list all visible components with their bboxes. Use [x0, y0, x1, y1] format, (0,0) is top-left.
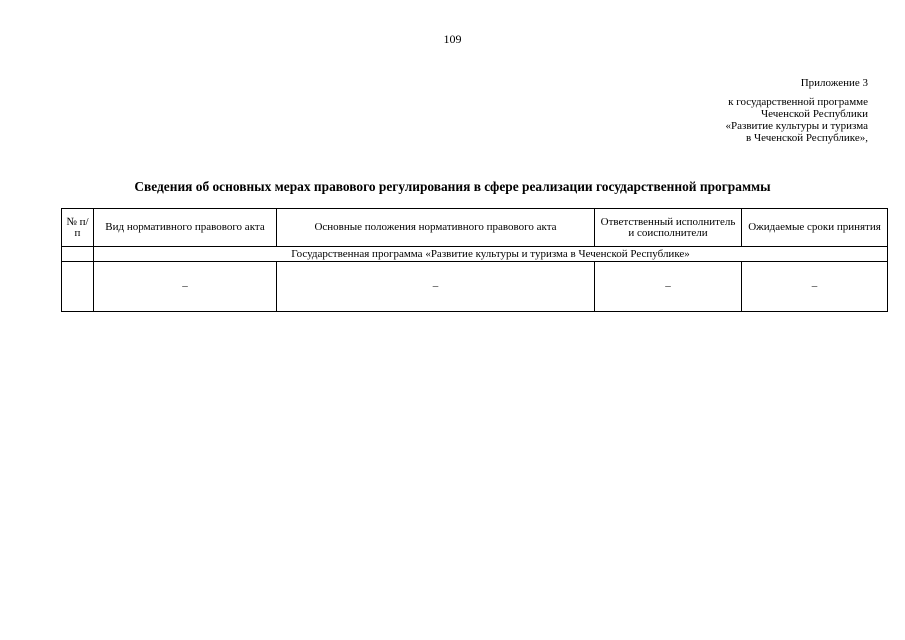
program-row-number-cell — [62, 247, 94, 262]
appendix-line: Чеченской Республики — [760, 108, 868, 120]
header-number: № п/п — [62, 209, 94, 247]
table-cell-act-provisions: – — [277, 262, 595, 312]
table-row — [62, 262, 888, 312]
table-cell-executor: – — [595, 262, 742, 312]
appendix-block — [726, 77, 869, 144]
table-cell-number — [62, 262, 94, 312]
document-title: Сведения об основных мерах правового регулирования в сфере реализации государственной программы — [134, 179, 771, 194]
appendix-line: в Чеченской Республике», — [746, 132, 868, 144]
header-deadline: Ожидаемые сроки принятия — [742, 209, 888, 247]
program-name-cell: Государственная программа «Развитие культуры и туризма в Чеченской Республике» — [94, 247, 888, 262]
appendix-title: Приложение 3 — [800, 77, 868, 89]
header-act-type: Вид нормативного правового акта — [94, 209, 277, 247]
table-cell-deadline: – — [742, 262, 888, 312]
table-header-row — [62, 209, 888, 247]
table-cell-act-type: – — [94, 262, 277, 312]
program-row — [62, 247, 888, 262]
header-executor: Ответственный исполнитель и соисполнители — [595, 209, 742, 247]
header-act-provisions: Основные положения нормативного правового акта — [277, 209, 595, 247]
appendix-line: к государственной программе — [728, 96, 868, 108]
appendix-line: «Развитие культуры и туризма — [725, 120, 868, 132]
page-number: 109 — [443, 32, 462, 46]
legal-measures-table — [61, 208, 888, 312]
